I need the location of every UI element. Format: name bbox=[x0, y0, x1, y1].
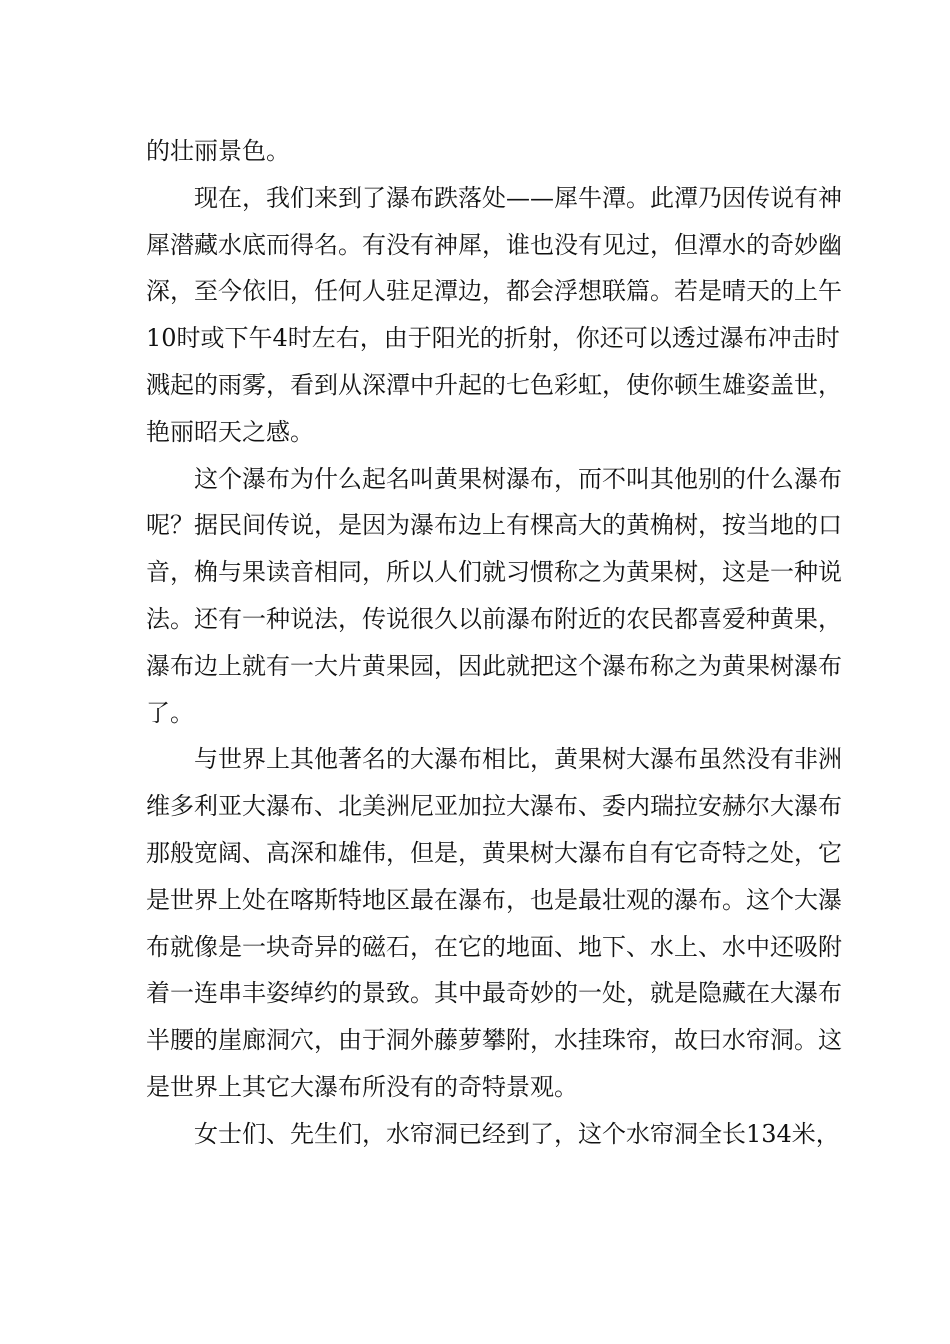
paragraph-first-line: 这个瀑布为什么起名叫黄果树瀑布，而不叫其他别的什么瀑布 bbox=[194, 464, 842, 493]
text-line: 是世界上其它大瀑布所没有的奇特景观。 bbox=[146, 1072, 578, 1101]
text-line: 法。还有一种说法，传说很久以前瀑布附近的农民都喜爱种黄果， bbox=[146, 604, 842, 633]
text-line: 深，至今依旧，任何人驻足潭边，都会浮想联篇。若是晴天的上午 bbox=[146, 277, 842, 306]
text-line: 维多利亚大瀑布、北美洲尼亚加拉大瀑布、委内瑞拉安赫尔大瀑布 bbox=[146, 792, 842, 821]
text-line: 半腰的崖廊洞穴，由于洞外藤萝攀附，水挂珠帘，故曰水帘洞。这 bbox=[146, 1026, 842, 1055]
text-line: 瀑布边上就有一大片黄果园，因此就把这个瀑布称之为黄果树瀑布 bbox=[146, 651, 842, 680]
text-line: 艳丽昭天之感。 bbox=[146, 417, 314, 446]
text-line: 10时或下午4时左右，由于阳光的折射，你还可以透过瀑布冲击时 bbox=[146, 324, 840, 353]
text-line: 那般宽阔、高深和雄伟，但是，黄果树大瀑布自有它奇特之处，它 bbox=[146, 838, 842, 867]
paragraph-first-line: 与世界上其他著名的大瀑布相比，黄果树大瀑布虽然没有非洲 bbox=[194, 745, 842, 774]
text-line: 音，桷与果读音相同，所以人们就习惯称之为黄果树，这是一种说 bbox=[146, 558, 842, 587]
text-line: 的壮丽景色。 bbox=[146, 137, 290, 165]
paragraph-first-line: 现在，我们来到了瀑布跌落处——犀牛潭。此潭乃因传说有神 bbox=[194, 183, 842, 212]
text-line: 犀潜藏水底而得名。有没有神犀，谁也没有见过，但潭水的奇妙幽 bbox=[146, 230, 842, 259]
text-line: 布就像是一块奇异的磁石，在它的地面、地下、水上、水中还吸附 bbox=[146, 932, 842, 961]
text-line: 是世界上处在喀斯特地区最在瀑布，也是最壮观的瀑布。这个大瀑 bbox=[146, 885, 842, 914]
body-text bbox=[146, 128, 842, 1158]
paragraph-first-line: 女士们、先生们，水帘洞已经到了，这个水帘洞全长134米， bbox=[194, 1119, 840, 1148]
text-line: 着一连串丰姿绰约的景致。其中最奇妙的一处，就是隐藏在大瀑布 bbox=[146, 979, 842, 1008]
text-line: 了。 bbox=[146, 698, 194, 727]
text-line: 呢？据民间传说，是因为瀑布边上有棵高大的黄桷树，按当地的口 bbox=[146, 511, 842, 540]
text-line: 溅起的雨雾，看到从深潭中升起的七色彩虹，使你顿生雄姿盖世， bbox=[146, 370, 842, 399]
